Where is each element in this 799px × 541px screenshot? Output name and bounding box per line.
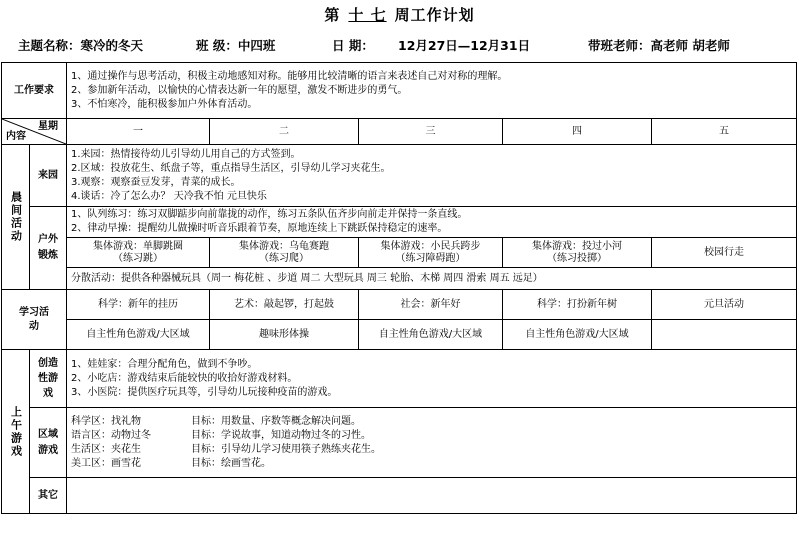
day-tue: 二 [210, 119, 359, 145]
class-label: 班 级：中四班 [196, 38, 276, 53]
outdoor-label-text: 户外锻炼 [38, 234, 58, 261]
creative-item: 3、小医院：提供医疗玩具等，引导幼儿玩接种疫苗的游戏。 [71, 386, 338, 398]
date-label: 日 期： [332, 38, 374, 53]
teacher-label: 带班老师：高老师 胡老师 [588, 38, 730, 53]
area-zone: 生活区：夹花生 [71, 443, 141, 455]
group-game-wed [359, 238, 503, 268]
area-label [30, 408, 67, 478]
other-label: 其它 [30, 478, 67, 514]
area-row [71, 457, 792, 471]
weekday-content-header [2, 119, 67, 145]
learning-label-text: 学习活动 [19, 306, 49, 332]
area-zone: 语言区：动物过冬 [71, 429, 151, 441]
learning-tue: 艺术：敲起锣，打起鼓 [210, 290, 359, 320]
arrival-item: 2.区域：投放花生、纸盘子等，重点指导生活区，引导幼儿学习夹花生。 [71, 162, 391, 174]
area-zone: 美工区：画雪花 [71, 457, 141, 469]
requirement-item: 3、不怕寒冷，能积极参加户外体育活动。 [71, 98, 258, 110]
group-game-note: （练习障碍跑） [395, 252, 466, 264]
week-number: 十 七 [348, 6, 387, 24]
learning2-tue: 趣味形体操 [210, 320, 359, 350]
group-game-mon [67, 238, 210, 268]
morning-section-label [2, 145, 30, 290]
group-game-name: 集体游戏：小民兵跨步 [380, 240, 481, 252]
area-goal: 目标：引导幼儿学习使用筷子熟练夹花生。 [191, 443, 381, 455]
arrival-item: 3.观察：观察蚕豆发芽，青菜的成长。 [71, 176, 241, 188]
creative-label [30, 350, 67, 408]
creative-item: 2、小吃店：游戏结束后能较快的收拾好游戏材料。 [71, 372, 298, 384]
area-goal: 目标：学说故事，知道动物过冬的习性。 [191, 429, 371, 441]
group-game-note: （练习爬） [259, 252, 309, 264]
content-label: 内容 [6, 131, 26, 142]
area-label-text: 区域游戏 [38, 428, 58, 456]
group-game-name: 集体游戏：单脚跳圈 [93, 240, 183, 252]
drills-content [67, 207, 797, 238]
learning-label [2, 290, 67, 350]
area-goal: 目标：绘画雪花。 [191, 457, 271, 469]
learning-thu: 科学：打扮新年树 [503, 290, 652, 320]
work-plan-table [1, 62, 797, 514]
area-row [71, 415, 792, 429]
arrival-item: 4.谈话：冷了怎么办？ 天冷我不怕 元旦快乐 [71, 190, 267, 202]
drill-item: 2、律动早操：提醒幼儿做操时听音乐跟着节奏，原地连续上下跳跃保持稳定的速率。 [71, 223, 448, 234]
learning2-fri [652, 320, 797, 350]
morning-label: 晨间活动 [9, 191, 23, 243]
arrival-item: 1.来园：热情接待幼儿引导幼儿用自己的方式签到。 [71, 148, 301, 160]
split-activity: 分散活动：提供各种器械玩具（周一 梅花桩 、步道 周二 大型玩具 周三 轮胎、木梯 周四 滑索 周五 远足） [67, 268, 797, 290]
drill-item: 1、队列练习：练习双脚踮步向前靠拢的动作，练习五条队伍齐步向前走并保持一条直线。 [71, 209, 468, 220]
other-content [67, 478, 797, 514]
day-wed: 三 [359, 119, 503, 145]
learning-mon: 科学：新年的挂历 [67, 290, 210, 320]
day-mon: 一 [67, 119, 210, 145]
group-game-name: 集体游戏：投过小河 [532, 240, 622, 252]
date-value: 12月27日—12月31日 [398, 38, 531, 53]
am-games-label [2, 350, 30, 514]
group-game-name: 集体游戏：乌龟赛跑 [239, 240, 329, 252]
outdoor-label [30, 207, 67, 290]
arrival-content [67, 145, 797, 207]
requirement-item: 2、参加新年活动，以愉快的心情表达新一年的愿望，激发不断进步的勇气。 [71, 84, 408, 96]
day-fri: 五 [652, 119, 797, 145]
theme-label: 主题名称：寒冷的冬天 [18, 38, 144, 53]
title-suffix: 周工作计划 [394, 6, 475, 24]
area-row [71, 429, 792, 443]
learning2-mon: 自主性角色游戏/大区域 [67, 320, 210, 350]
work-requirements-label: 工作要求 [2, 63, 67, 119]
area-goal: 目标：用数量、序数等概念解决问题。 [191, 415, 361, 427]
group-game-name: 校园行走 [704, 246, 745, 258]
day-thu: 四 [503, 119, 652, 145]
creative-label-text: 创造性游戏 [38, 358, 58, 399]
info-bar [0, 36, 799, 54]
learning2-thu: 自主性角色游戏/大区域 [503, 320, 652, 350]
creative-item: 1、娃娃家：合理分配角色，做到不争吵。 [71, 358, 258, 370]
weekday-label: 星期 [38, 121, 58, 132]
group-game-thu [503, 238, 652, 268]
group-game-tue [210, 238, 359, 268]
learning2-wed: 自主性角色游戏/大区域 [359, 320, 503, 350]
area-content [67, 408, 797, 478]
area-zone: 科学区：找礼物 [71, 415, 141, 427]
area-row [71, 443, 792, 457]
requirement-item: 1、通过操作与思考活动，积极主动地感知对称。能够用比较清晰的语言来表述自己对对称的理解。 [71, 70, 508, 82]
learning-wed: 社会：新年好 [359, 290, 503, 320]
title-prefix: 第 [324, 6, 341, 24]
arrival-label: 来园 [30, 145, 67, 207]
page-title [0, 4, 799, 25]
group-game-note: （练习投掷） [547, 252, 607, 264]
learning-fri: 元旦活动 [652, 290, 797, 320]
work-requirements-content [67, 63, 797, 119]
am-games-label-text: 上午游戏 [9, 405, 23, 458]
creative-content [67, 350, 797, 408]
group-game-fri [652, 238, 797, 268]
group-game-note: （练习跳） [113, 252, 163, 264]
